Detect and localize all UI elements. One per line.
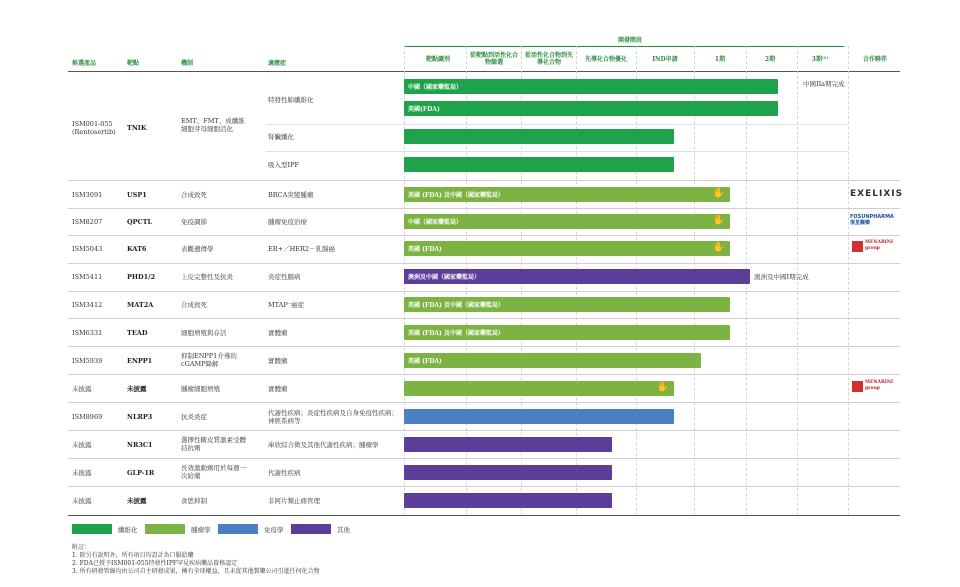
note-line: 2. FDA已授予ISM001-055特發性IPF罕見疾病藥品資格認定 xyxy=(72,560,238,567)
indication-text: MTAP⁻癌症 xyxy=(268,301,305,309)
stage-gridline xyxy=(848,46,849,516)
bar-label: 美國 (FDA) 及中國（國家藥監局） xyxy=(408,302,504,309)
target-name: PHD1/2 xyxy=(127,273,156,281)
bar-label: 美國 (FDA) 及中國（國家藥監局） xyxy=(408,330,504,337)
target-name: TEAD xyxy=(127,329,148,337)
indication-text: 吸入型IPF xyxy=(268,161,299,169)
pipeline-bar xyxy=(404,465,612,480)
partner-logo-exelixis: EXELIXIS xyxy=(850,189,904,199)
row-divider xyxy=(68,346,900,347)
row-divider xyxy=(68,235,900,236)
indication-text: 炎症性腸病 xyxy=(268,273,301,281)
stage-gridline xyxy=(797,46,798,516)
bar-label: 美國(FDA) xyxy=(408,106,440,113)
bar-label: 美國 (FDA) 及中國（國家藥監局） xyxy=(408,192,504,199)
pipeline-bar xyxy=(404,79,778,94)
row-divider xyxy=(68,486,900,487)
legend-swatch-fibrosis xyxy=(72,524,112,534)
product-name: 未披露 xyxy=(72,469,92,477)
status-text: 中國IIa期完成 xyxy=(803,80,845,88)
stage-header-5: 1期 xyxy=(714,56,726,63)
mechanism-text: 食慾抑制 xyxy=(181,497,207,505)
product-name: 未披露 xyxy=(72,441,92,449)
pipeline-bar xyxy=(404,353,701,368)
row-divider xyxy=(68,263,900,264)
indication-text: 非阿片類止痛管理 xyxy=(268,497,320,505)
stage-header-0: 靶點識別 xyxy=(425,56,450,63)
indication-text: ER+／HER2－乳腺癌 xyxy=(268,245,336,253)
product-name: ISM8969 xyxy=(72,413,103,421)
mechanism-text: EMT、FMT、成纖維細胞芽母細胞活化 xyxy=(181,117,245,133)
partner-header: 合作夥伴 xyxy=(862,56,887,63)
mechanism-text: 長效激動劑用於每週一次給藥 xyxy=(181,464,246,480)
pipeline-bar xyxy=(404,269,750,284)
stage-header-2: 從活性化合物到先導化合物 xyxy=(524,52,573,66)
col-header-product: 候選產品 xyxy=(72,60,97,67)
row-divider xyxy=(68,318,900,319)
product-name: ISM5939 xyxy=(72,357,103,365)
subrow-divider xyxy=(266,124,848,125)
target-name: ENPP1 xyxy=(127,357,153,365)
product-name: ISM001-055 (Rentosertib) xyxy=(72,120,116,136)
product-name: ISM5043 xyxy=(72,245,103,253)
pipeline-bar xyxy=(404,325,730,340)
note-line: 1. 除另有說明外，所有項目均設計為口服給藥 xyxy=(72,552,194,559)
status-text: 澳洲及中國I期完成 xyxy=(754,273,809,281)
mechanism-text: 腫瘤細胞增殖 xyxy=(181,385,220,393)
mechanism-text: 合成致死 xyxy=(181,301,207,309)
pipeline-bar xyxy=(404,241,730,256)
target-name: NR3C1 xyxy=(127,441,153,449)
indication-text: 實體瘤 xyxy=(268,385,288,393)
product-name: ISM3091 xyxy=(72,191,103,199)
col-header-mechanism: 機制 xyxy=(181,60,194,67)
indication-text: 特發性肺纖維化 xyxy=(268,96,314,104)
indication-text: 代謝性疾病 xyxy=(268,469,301,477)
stage-header-7: 3期⁽¹⁾ xyxy=(811,56,829,63)
row-divider xyxy=(68,180,900,181)
pipeline-bar xyxy=(404,187,730,202)
stage-header-3: 先導化合物優化 xyxy=(584,56,627,63)
partner-logo-fosun: FOSUNPHARMA 復星醫藥 xyxy=(850,214,894,226)
row-divider xyxy=(68,291,900,292)
indication-text: BRCA突變腫瘤 xyxy=(268,191,314,199)
legend-swatch-other xyxy=(291,524,331,534)
target-name: USP1 xyxy=(127,191,147,199)
table-bottom-rule xyxy=(68,515,900,516)
indication-text: 實體瘤 xyxy=(268,329,288,337)
mechanism-text: 抗炎炎症 xyxy=(181,413,207,421)
pipeline-bar xyxy=(404,129,674,144)
mechanism-text: 免疫調節 xyxy=(181,218,207,226)
indication-text: 庫欣綜合徵及其他代謝性疾病；腫瘤學 xyxy=(268,441,379,449)
target-name: QPCTL xyxy=(127,218,153,226)
row-divider xyxy=(68,458,900,459)
bar-label: 中國（國家藥監局） xyxy=(408,84,463,91)
handshake-icon: ✋ xyxy=(712,242,725,253)
handshake-icon: ✋ xyxy=(712,215,725,226)
bar-label: 澳洲及中國（國家藥監局） xyxy=(408,274,481,281)
header-bottom-rule xyxy=(68,71,900,72)
subrow-divider xyxy=(266,151,848,152)
indication-text: 腎臟纖化 xyxy=(268,133,294,141)
handshake-icon: ✋ xyxy=(712,188,725,199)
row-divider xyxy=(68,208,900,209)
target-name: TNIK xyxy=(127,124,147,132)
bar-label: 中國（國家藥監局） xyxy=(408,219,463,226)
indication-text: 代謝性疾病；炎症性疾病及自身免疫性疾病；神經系病等 xyxy=(268,409,398,425)
target-name: MAT2A xyxy=(127,301,154,309)
pipeline-bar xyxy=(404,437,612,452)
indication-text: 腫瘤免疫治療 xyxy=(268,218,307,226)
row-divider xyxy=(68,402,900,403)
mechanism-text: 選擇性糖皮質激素受體拮抗劑 xyxy=(181,436,246,452)
indication-text: 實體瘤 xyxy=(268,357,288,365)
legend-label: 免疫學 xyxy=(264,526,284,534)
target-name: GLP-1R xyxy=(127,469,155,477)
pipeline-bar xyxy=(404,493,612,508)
row-divider xyxy=(68,374,900,375)
stage-header-4: IND申請 xyxy=(652,56,678,63)
mechanism-text: 合成致死 xyxy=(181,191,207,199)
stage-header-6: 2期 xyxy=(764,56,776,63)
col-header-indication: 適應症 xyxy=(268,60,287,67)
stage-group-underline xyxy=(404,46,844,47)
notes-title: 附註： xyxy=(72,544,91,551)
note-line: 3. 所有研發管線均由公司自主研發成果，擁有全球權益，且未從其他製藥公司引進任何化合物 xyxy=(72,568,320,575)
handshake-icon: ✋ xyxy=(656,382,669,393)
bar-label: 美國 (FDA) xyxy=(408,358,442,365)
product-name: 未披露 xyxy=(72,497,92,505)
product-name: ISM5411 xyxy=(72,273,103,281)
partner-logo-menarini xyxy=(852,380,898,394)
legend-label: 纖維化 xyxy=(118,526,138,534)
product-name: 未披露 xyxy=(72,385,92,393)
legend-swatch-oncology xyxy=(145,524,185,534)
legend-label: 其他 xyxy=(337,526,350,534)
menarini-mark-icon xyxy=(852,241,863,252)
pipeline-bar xyxy=(404,101,778,116)
pipeline-bar xyxy=(404,297,730,312)
target-name: 未披露 xyxy=(127,497,147,505)
target-name: 未披露 xyxy=(127,385,147,393)
product-name: ISM8207 xyxy=(72,218,103,226)
legend-label: 腫瘤學 xyxy=(191,526,211,534)
row-divider xyxy=(68,430,900,431)
mechanism-text: 抑制ENPP1介導的cGAMP降解 xyxy=(181,352,237,368)
stage-group-title: 開發階段 xyxy=(617,37,642,44)
menarini-mark-icon xyxy=(852,381,863,392)
bar-label: 美國 (FDA) xyxy=(408,246,442,253)
mechanism-text: 上皮完整性及抗炎 xyxy=(181,273,233,281)
stage-header-1: 從靶點到活性化合物篩選 xyxy=(469,52,518,66)
partner-name: MENARINI group xyxy=(865,380,894,391)
pipeline-bar xyxy=(404,157,674,172)
mechanism-text: 細胞增殖與存活 xyxy=(181,329,227,337)
target-name: NLRP3 xyxy=(127,413,153,421)
pipeline-bar xyxy=(404,409,674,424)
pipeline-bar xyxy=(404,381,674,396)
product-name: ISM6331 xyxy=(72,329,103,337)
col-header-target: 靶點 xyxy=(127,60,140,67)
product-name: ISM3412 xyxy=(72,301,103,309)
partner-name: MENARINI group xyxy=(865,240,894,251)
legend-swatch-immunology xyxy=(218,524,258,534)
mechanism-text: 表觀遺傳學 xyxy=(181,245,214,253)
pipeline-bar xyxy=(404,214,730,229)
target-name: KAT6 xyxy=(127,245,147,253)
partner-logo-menarini xyxy=(852,240,898,254)
